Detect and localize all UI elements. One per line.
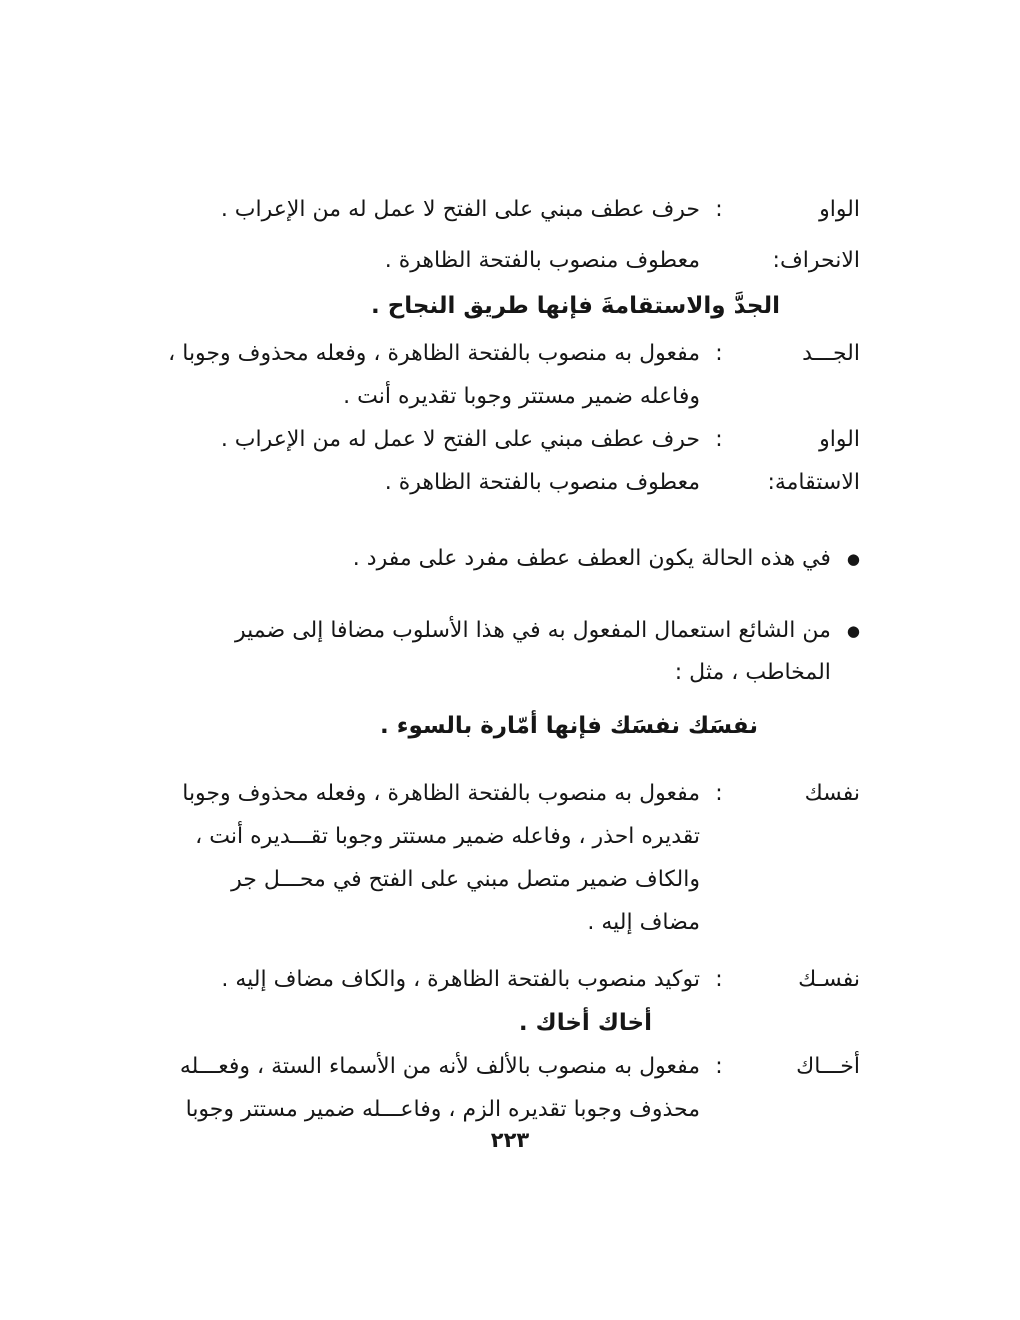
note-text: من الشائع استعمال المفعول به في هذا الأسلوب مضافا إلى ضمير المخاطب ، مثل : bbox=[235, 618, 831, 685]
entry-term: الواو bbox=[819, 427, 860, 452]
entry-colon: : bbox=[715, 197, 723, 222]
entry-definition: مفعول به منصوب بالفتحة الظاهرة ، وفعله محذوف وجوبا تقديره احذر ، وفاعله ضمير مستتر وجوبا تقـــديره أنت ، والكاف ضمير متصل مبني على الفتح في محـــل جر مضاف إليه . bbox=[182, 781, 700, 935]
grammar-entry-istiqama bbox=[168, 461, 860, 504]
entry-term: أخـــاك bbox=[796, 1054, 860, 1079]
bullet-icon: ● bbox=[846, 622, 860, 640]
entry-definition: مفعول به منصوب بالفتحة الظاهرة ، وفعله محذوف وجوبا ، وفاعله ضمير مستتر وجوبا تقديره أنت . bbox=[168, 341, 700, 409]
entry-colon: : bbox=[715, 427, 723, 452]
entry-term: الاستقامة: bbox=[767, 470, 860, 495]
entry-colon: : bbox=[715, 341, 723, 366]
page-number: ٢٢٣ bbox=[490, 1128, 530, 1152]
note-text: في هذه الحالة يكون العطف عطف مفرد على مفرد . bbox=[352, 546, 831, 571]
entry-definition: حرف عطف مبني على الفتح لا عمل له من الإعراب . bbox=[220, 427, 700, 452]
note-bullet-1 bbox=[168, 538, 860, 580]
grammar-entry-nafsak-2 bbox=[168, 958, 860, 1001]
entry-definition: مفعول به منصوب بالألف لأنه من الأسماء الستة ، وفعـــله محذوف وجوبا تقديره الزم ، وفاعـــله ضمير مستتر وجوبا bbox=[179, 1054, 700, 1122]
entry-colon: : bbox=[715, 967, 723, 992]
grammar-entry-waw-2 bbox=[168, 418, 860, 461]
entry-term: نفسـك bbox=[798, 967, 860, 992]
bullet-icon: ● bbox=[846, 550, 860, 568]
entry-definition: معطوف منصوب بالفتحة الظاهرة . bbox=[384, 248, 700, 273]
entry-colon: : bbox=[715, 781, 723, 806]
grammar-entry-waw-1 bbox=[168, 188, 860, 231]
page-content bbox=[168, 188, 860, 1131]
example-sentence-nafsak: نفسَك نفسَك فإنها أمّارة بالسوء . bbox=[379, 713, 758, 739]
entry-colon: : bbox=[715, 1054, 723, 1079]
grammar-entry-jidd bbox=[168, 332, 860, 418]
grammar-entry-akhak bbox=[168, 1045, 860, 1131]
grammar-entry-nafsak-1 bbox=[168, 772, 860, 944]
entry-definition: توكيد منصوب بالفتحة الظاهرة ، والكاف مضاف إليه . bbox=[221, 967, 700, 992]
example-sentence-jidd: الجدَّ والاستقامةَ فإنها طريق النجاح . bbox=[370, 293, 780, 319]
entry-definition: معطوف منصوب بالفتحة الظاهرة . bbox=[384, 470, 700, 495]
entry-term: الجـــد bbox=[802, 341, 860, 366]
example-sentence-akhak: أخاك أخاك . bbox=[518, 1010, 652, 1036]
entry-definition: حرف عطف مبني على الفتح لا عمل له من الإعراب . bbox=[220, 197, 700, 222]
note-bullet-2 bbox=[168, 610, 860, 694]
entry-term: نفسك bbox=[804, 781, 860, 806]
entry-term: الواو bbox=[819, 197, 860, 222]
entry-term: الانحراف: bbox=[772, 248, 860, 273]
grammar-entry-inhiraf bbox=[168, 239, 860, 282]
